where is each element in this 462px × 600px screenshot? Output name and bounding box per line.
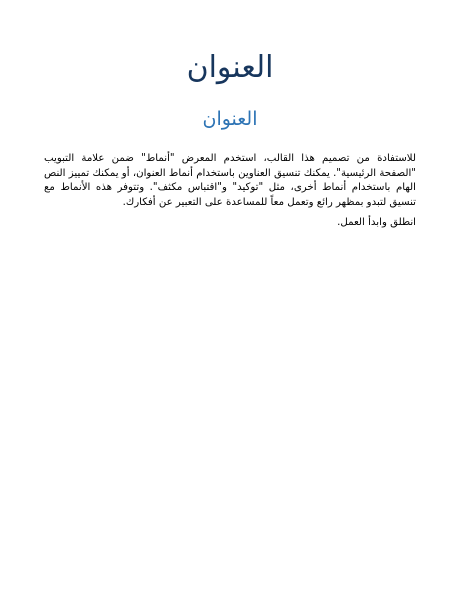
body-paragraph-start[interactable]: انطلق وابدأ العمل. — [337, 217, 416, 229]
document-title[interactable]: العنوان — [186, 50, 274, 85]
document-heading[interactable]: العنوان — [202, 108, 258, 130]
document-body — [44, 48, 416, 231]
body-paragraph-instructions[interactable]: للاستفادة من تصميم هذا القالب، استخدم المعرض "أنماط" ضمن علامة التبويب "الصفحة الرئيسية". يمكنك تنسيق العناوين باستخدام أنماط العنوان، أو يمكنك تمييز النص الهام باستخدام أنماط أخرى، مثل "توكيد" و"اقتباس مكثف". وتتوفر هذه الأنماط مع تنسيق لتبدو بمظهر رائع وتعمل معاً للمساعدة على التعبير عن أفكارك. — [44, 153, 416, 208]
